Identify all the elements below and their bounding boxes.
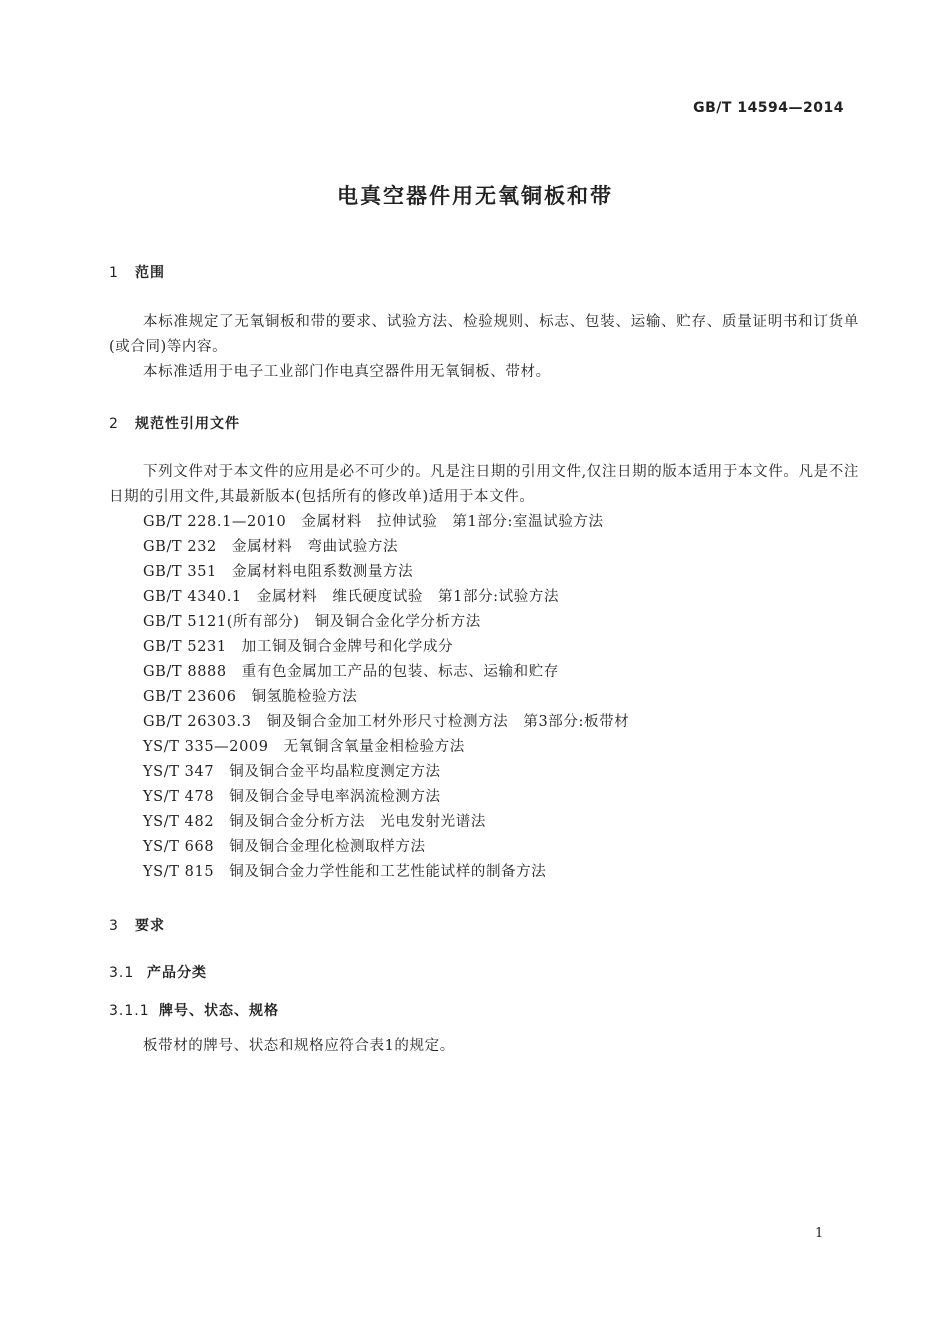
reference-item: YS/T 815 铜及铜合金力学性能和工艺性能试样的制备方法	[143, 864, 547, 880]
section-title: 范围	[135, 265, 165, 281]
paragraph-scope-applicability: 本标准适用于电子工业部门作电真空器件用无氧铜板、带材。	[143, 364, 551, 380]
paragraph-scope-content: 本标准规定了无氧铜板和带的要求、试验方法、检验规则、标志、包装、运输、贮存、质量证明书和订货单(或合同)等内容。	[109, 314, 859, 355]
reference-item: GB/T 8888 重有色金属加工产品的包装、标志、运输和贮存	[143, 664, 559, 680]
reference-item: YS/T 347 铜及铜合金平均晶粒度测定方法	[143, 764, 441, 780]
reference-item: GB/T 351 金属材料电阻系数测量方法	[143, 564, 414, 580]
paragraph-references-intro: 下列文件对于本文件的应用是必不可少的。凡是注日期的引用文件,仅注日期的版本适用于本文件。凡是不注日期的引用文件,其最新版本(包括所有的修改单)适用于本文件。	[109, 464, 859, 505]
paragraph-grade-requirement: 板带材的牌号、状态和规格应符合表1的规定。	[143, 1038, 455, 1054]
section-title: 要求	[135, 918, 165, 934]
section-title: 规范性引用文件	[135, 416, 240, 432]
reference-item: GB/T 23606 铜氢脆检验方法	[143, 689, 358, 705]
section-title: 产品分类	[147, 965, 207, 981]
subsection-heading-grade-temper-size	[109, 1000, 279, 1020]
section-number: 1	[109, 265, 119, 281]
subsection-heading-product-classification	[109, 962, 207, 982]
reference-item: GB/T 4340.1 金属材料 维氏硬度试验 第1部分:试验方法	[143, 589, 560, 605]
section-number: 2	[109, 416, 119, 432]
section-heading-requirements	[109, 915, 165, 935]
reference-item: GB/T 26303.3 铜及铜合金加工材外形尺寸检测方法 第3部分:板带材	[143, 714, 630, 730]
section-heading-references	[109, 413, 240, 433]
reference-item: YS/T 478 铜及铜合金导电率涡流检测方法	[143, 789, 441, 805]
page-number: 1	[815, 1226, 824, 1241]
section-number: 3	[109, 918, 119, 934]
reference-item: GB/T 5121(所有部分) 铜及铜合金化学分析方法	[143, 614, 481, 630]
section-title: 牌号、状态、规格	[159, 1003, 279, 1019]
reference-item: GB/T 232 金属材料 弯曲试验方法	[143, 539, 399, 555]
reference-list	[143, 510, 629, 885]
section-number: 3.1.1	[109, 1003, 150, 1019]
standard-number: GB/T 14594—2014	[693, 100, 844, 116]
reference-item: YS/T 668 铜及铜合金理化检测取样方法	[143, 839, 426, 855]
reference-item: GB/T 5231 加工铜及铜合金牌号和化学成分	[143, 639, 454, 655]
section-number: 3.1	[109, 965, 135, 981]
document-title: 电真空器件用无氧铜板和带	[337, 184, 613, 208]
reference-item: YS/T 482 铜及铜合金分析方法 光电发射光谱法	[143, 814, 486, 830]
reference-item: YS/T 335—2009 无氧铜含氧量金相检验方法	[143, 739, 465, 755]
section-heading-scope	[109, 262, 165, 282]
reference-item: GB/T 228.1—2010 金属材料 拉伸试验 第1部分:室温试验方法	[143, 514, 604, 530]
